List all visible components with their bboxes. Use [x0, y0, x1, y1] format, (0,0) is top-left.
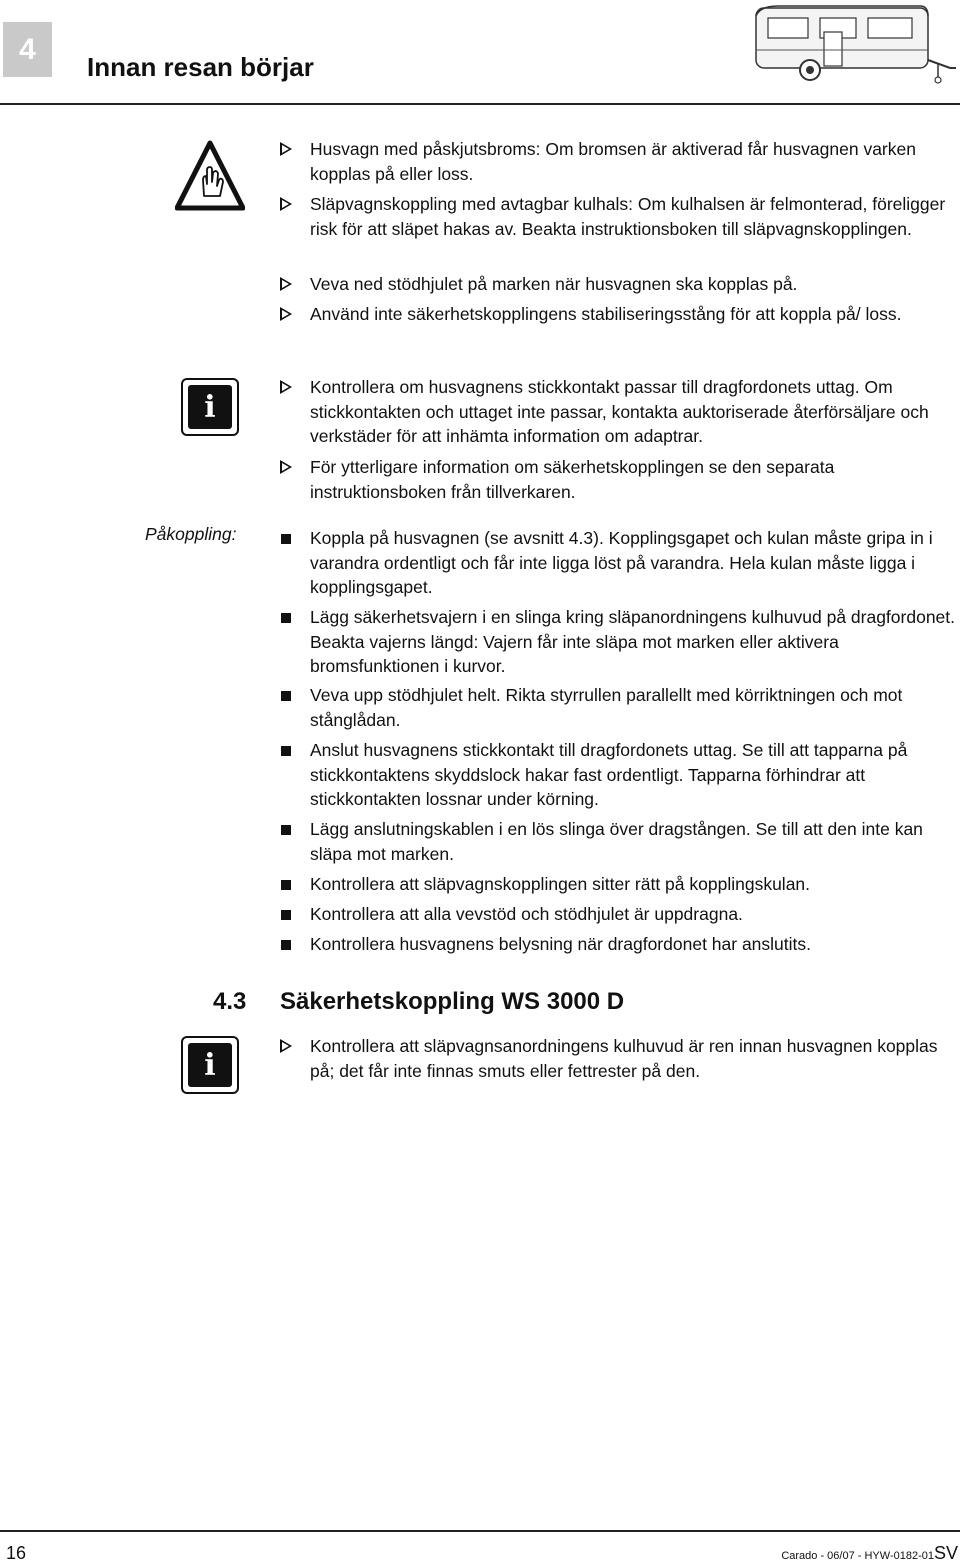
square-bullet-icon	[280, 902, 302, 927]
triangle-bullet-icon	[280, 272, 302, 298]
section-number: 4.3	[213, 988, 247, 1015]
list-item: Veva ned stödhjulet på marken när husvagnen ska kopplas på.	[280, 272, 960, 297]
square-bullet-icon	[280, 872, 302, 897]
triangle-bullet-icon	[280, 455, 302, 481]
list-item: Släpvagnskoppling med avtagbar kulhals: Om kulhalsen är felmonterad, föreligger risk för att släpet hakas av. Beakta instruktionsboken till släpvagnskopplingen.	[280, 192, 960, 241]
step-item: Kontrollera att släpvagnskopplingen sitter rätt på kopplingskulan.	[280, 872, 960, 897]
list-item: Använd inte säkerhetskopplingens stabiliseringsstång för att koppla på/ loss.	[280, 302, 960, 327]
step-item: Anslut husvagnens stickkontakt till dragfordonets uttag. Se till att tapparna på stickkontaktens skyddslock hakar fast ordentligt. Tapparna förhindrar att stickkontakten lossnar under körning.	[280, 738, 960, 812]
triangle-bullet-icon	[280, 1034, 302, 1060]
footer-rule	[0, 1530, 960, 1532]
step-item: Kontrollera husvagnens belysning när dragfordonet har anslutits.	[280, 932, 960, 957]
info-icon: i	[181, 378, 239, 436]
list-item: Husvagn med påskjutsbroms: Om bromsen är aktiverad får husvagnen varken kopplas på eller loss.	[280, 137, 960, 186]
step-item: Lägg säkerhetsvajern i en slinga kring släpanordningens kulhuvud på dragfordonet. Beakta vajerns längd: Vajern får inte släpa mot marken eller aktivera bromsfunktionen i kurvor.	[280, 605, 960, 679]
triangle-bullet-icon	[280, 192, 302, 218]
triangle-bullet-icon	[280, 137, 302, 163]
triangle-bullet-icon	[280, 375, 302, 401]
coupling-label: Påkoppling:	[145, 524, 237, 544]
chapter-number-box: 4	[3, 22, 52, 77]
page-number: 16	[6, 1543, 27, 1563]
document-reference	[781, 1543, 958, 1564]
caravan-illustration-icon	[750, 2, 958, 86]
step-item: Veva upp stödhjulet helt. Rikta styrrullen parallellt med körriktningen och mot stånglådan.	[280, 683, 960, 732]
square-bullet-icon	[280, 605, 302, 630]
doc-ref-code: Carado - 06/07 - HYW-0182-01	[781, 1550, 934, 1562]
step-item: Koppla på husvagnen (se avsnitt 4.3). Kopplingsgapet och kulan måste gripa in i varandra ordentligt och får inte ligga löst på varandra. Hela kulan måste ligga i kopplingsgapet.	[280, 526, 960, 600]
list-item: Kontrollera att släpvagnsanordningens kulhuvud är ren innan husvagnen kopplas på; det får inte finnas smuts eller fettrester på den.	[280, 1034, 960, 1083]
triangle-bullet-icon	[280, 302, 302, 328]
info-icon: i	[181, 1036, 239, 1094]
header-rule	[0, 103, 960, 105]
square-bullet-icon	[280, 817, 302, 842]
list-item: För ytterligare information om säkerhetskopplingen se den separata instruktionsboken från tillverkaren.	[280, 455, 960, 504]
list-item: Kontrollera om husvagnens stickkontakt passar till dragfordonets uttag. Om stickkontakten och uttaget inte passar, kontakta auktoriserade återförsäljare och verkstäder för att inhämta information om adaptrar.	[280, 375, 960, 449]
square-bullet-icon	[280, 738, 302, 763]
section-title: Säkerhetskoppling WS 3000 D	[280, 988, 625, 1015]
step-item: Lägg anslutningskablen i en lös slinga över dragstången. Se till att den inte kan släpa mot marken.	[280, 817, 960, 866]
square-bullet-icon	[280, 683, 302, 708]
step-item: Kontrollera att alla vevstöd och stödhjulet är uppdragna.	[280, 902, 960, 927]
square-bullet-icon	[280, 932, 302, 957]
warning-hand-icon	[175, 140, 245, 212]
square-bullet-icon	[280, 526, 302, 551]
chapter-title: Innan resan börjar	[87, 52, 314, 82]
language-code: SV	[933, 1543, 958, 1563]
